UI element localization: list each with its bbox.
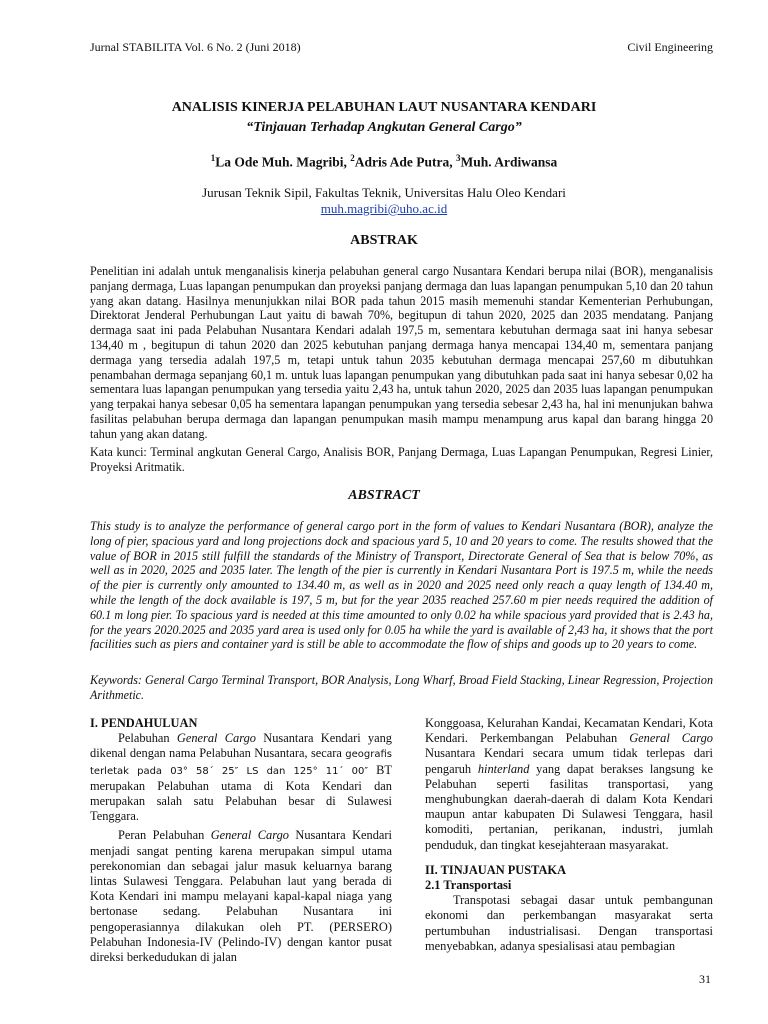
abstract-body: This study is to analyze the performance of general cargo port in the form of values to Kendari Nusantara (BOR), analyze the long of pier, spacious yard and long projections dock and spacious yard 5, 10 and 20 years to come. The results showed that the value of BOR in 2015 still fulfill the standards of the Ministry of Transport, Directorate General of Sea that is below 70%, as well as in 2020, 2025 and 2035 later. The length of the pier is currently in Kendari Nusantara Port is 197.5 m, while the needs of the pier is currently only amounted to 134.40 m, as well as in 2020 and 2025 need only reach a quay length of 134.40 m, while the length of the dock available is 197, 5 m, but for the year 2035 reached 257.60 m pier needs required the addition of 60.1 m long pier. To spacious yard is needed at this time amounted to only 0.02 ha while spacious yard provided that is 2.43 ha, for the years 2020.2025 and 2035 yard area is used only for 0.05 ha while the yard is available of 2,43 ha, it shows that the port facilities such as piers and container yard is still be able to accommodate the flow of ships and goods up to 20 years to come. [90,519,713,652]
affiliation: Jurusan Teknik Sipil, Fakultas Teknik, Universitas Halu Oleo Kendari [202,185,566,200]
paper-title: ANALISIS KINERJA PELABUHAN LAUT NUSANTARA KENDARI [171,100,597,115]
author-3-sup: 3 [455,153,461,163]
intro-paragraph-1: Pelabuhan General Cargo Nusantara Kendari yang dikenal dengan nama Pelabuhan Nusantara, secara geografis terletak pada 03° 58´ 25″ LS dan 125° 11´ 00″ BT merupakan Pelabuhan utama di Kota Kendari dan merupakan salah satu Pelabuhan besar di Sulawesi Tenggara. [90,731,393,824]
abstrak-body: Penelitian ini adalah untuk menganalisis kinerja pelabuhan general cargo Nusantara Kendari berupa nilai (BOR), menganalisis panjang dermaga, Luas lapangan penumpukan dan proyeksi panjang dermaga dan luas lapangan penumpukan 5,10 dan 20 tahun yang akan datang. Hasilnya menunjukkan nilai BOR pada tahun 2015 masih memenuhi standar Kementerian Perhubungan, Direktorat Jenderal Perhubungan Laut yaitu di bawah 70%, begitupun di tahun 2020, 2025 dan 2035 mendatang. Panjang dermaga saat ini pada Pelabuhan Nusantara Kendari adalah 197,5 m, sementara kebutuhan dermaga saat ini hanya sebesar 134,40 m , begitupun di tahun 2020 dan 2025 kebutuhan panjang dermaga hanya mencapai 134,40 m, sementara panjang dermaga yang tersedia adalah 197,5 m, tetapi untuk tahun 2035 kebutuhan dermaga mencapai 257,60 m dibutuhkan penambahan dermaga sepanjang 60,1 m. untuk luas lapangan penumpukan yang dibutuhkan pada saat ini hanya sebesar 0,02 ha sementara luas lapangan penumpukan yang tersedia yaitu 2,43 ha, untuk tahun 2020, 2025 dan 2035 luas lapangan penumpukan yang terpakai hanya sebesar 0,05 ha sementara lapangan penumpukan yang tersedia sebesar 2,43 ha, hal ini menunjukan bahwa fasilitas pelabuhan berupa dermaga dan lapangan penumpukan masih mampu menampung arus kapal dan barang hingga 20 tahun yang akan datang. [90,264,713,441]
author-2-sup: 2 [350,153,355,163]
section-heading-tinjauan: II. TINJAUAN PUSTAKA [425,862,567,877]
author-list [0,153,768,171]
page-number: 31 [699,972,711,986]
paper-subtitle: “Tinjauan Terhadap Angkutan General Cargo” [246,120,522,135]
subsection-heading-transportasi: 2.1 Transportasi [425,878,512,893]
running-header [90,40,713,55]
email-link[interactable]: muh.magribi@uho.ac.id [320,201,448,216]
author-1-sup: 1 [210,153,216,163]
right-column [425,716,713,954]
left-column [90,716,392,965]
abstrak-keywords: Kata kunci: Terminal angkutan General Cargo, Analisis BOR, Panjang Dermaga, Luas Lapangan Penumpukan, Regresi Linier, Proyeksi Aritmatik. [90,445,713,474]
transport-paragraph: Transpotasi sebagai dasar untuk pembangunan ekonomi dan perkembangan masyarakat serta pertumbuhan industrialisasi. Dengan transportasi menyebabkan, adanya spesialisasi atau pembagian [425,893,713,953]
author-2: Adris Ade Putra, [354,154,456,170]
author-3: Muh. Ardiwansa [460,154,558,170]
intro-paragraph-2: Peran Pelabuhan General Cargo Nusantara Kendari menjadi sangat penting karena merupakan simpul utama perekonomian dan sebagai jalur masuk keluarnya barang lintas Sulawesi Tenggara. Pelabuhan laut yang berada di Kota Kendari ini mampu melayani kapal-kapal niaga yang bertonase sedang. Pelabuhan Nusantara ini pengoperasiannya dilakukan oleh PT. (PERSERO) Pelabuhan Indonesia-IV (Pelindo-IV) dengan kantor pusat direksi berkedudukan di jalan [90,828,392,965]
author-1: La Ode Muh. Magribi, [215,154,351,170]
field-name: Civil Engineering [627,40,713,54]
intro-paragraph-3: Konggoasa, Kelurahan Kandai, Kecamatan Kendari, Kota Kendari. Perkembangan Pelabuhan General Cargo Nusantara Kendari secara umum tidak terlepas dari pengaruh hinterland yang dapat berakses langsung ke Pelabuhan seperti fasilitas transportasi, yang menghubungkan daerah-daerah di dalam Kota Kendari maupun antar kabupaten Di Sulawesi Tenggara, hasil komoditi, pertanian, perikanan, industri, jumlah penduduk, dan tingkat kesejahteraan masyarakat. [425,716,713,852]
section-heading-pendahuluan: I. PENDAHULUAN [90,716,198,730]
journal-name: Jurnal STABILITA Vol. 6 No. 2 (Juni 2018) [90,40,301,54]
abstrak-heading: ABSTRAK [350,233,418,248]
abstract-heading: ABSTRACT [348,488,420,503]
abstract-keywords: Keywords: General Cargo Terminal Transport, BOR Analysis, Long Wharf, Broad Field Stacking, Linear Regression, Projection Arithmetic. [90,673,713,702]
